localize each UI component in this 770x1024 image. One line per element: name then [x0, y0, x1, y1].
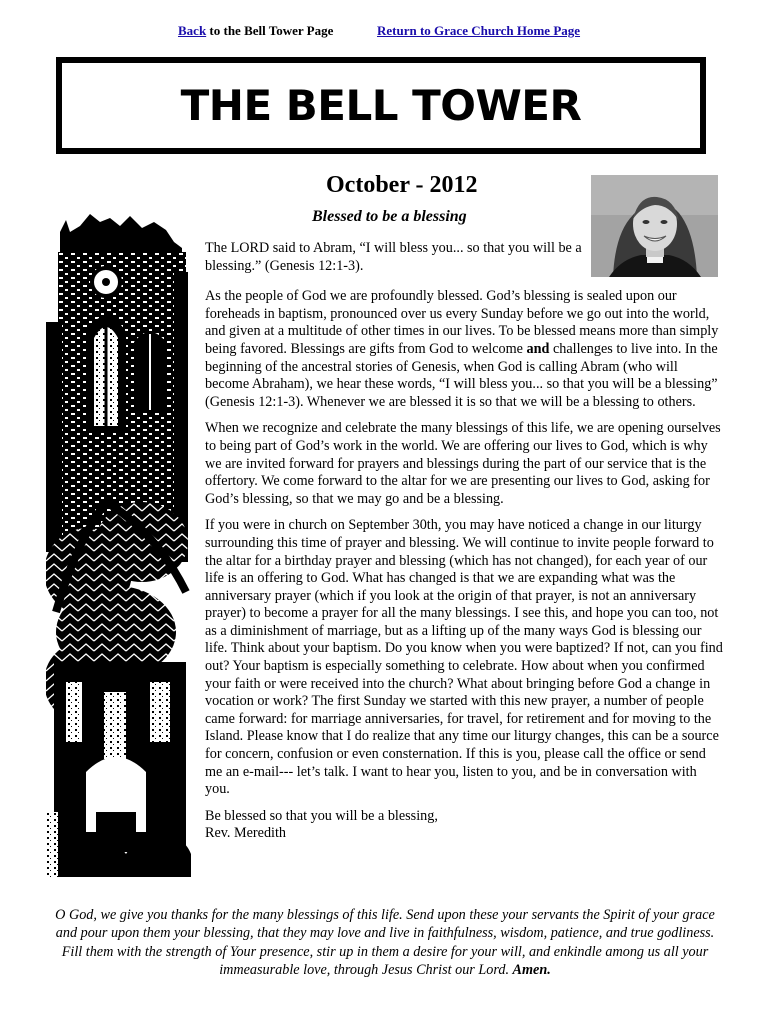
- closing-prayer: [50, 906, 720, 980]
- prayer-text: O God, we give you thanks for the many blessings of this life. Send upon these your servants the Spirit of your grace and pour upon them your blessing, that they may love and live in faithfulness, wisdom, patience, and true godliness. Fill them with the strength of Your presence, stir up in them a desire for your will, and enkindle among us all your immeasurable love, through Jesus Christ our Lord.: [55, 907, 715, 979]
- back-link-suffix: to the Bell Tower Page: [206, 23, 334, 38]
- bell-tower-illustration: [46, 212, 191, 877]
- bold-word: and: [526, 340, 550, 357]
- opening-quote: The LORD said to Abram, “I will bless you... so that you will be a blessing.” (Genesis 12:1-3).: [205, 240, 582, 274]
- bell-tower-image: [46, 212, 191, 877]
- article-subtitle: Blessed to be a blessing: [312, 208, 467, 225]
- back-link[interactable]: Back: [178, 23, 207, 38]
- article-body: [205, 240, 725, 843]
- closing-blessing: Be blessed so that you will be a blessing,: [205, 807, 438, 824]
- paragraph-text: challenges to live into. In the beginning of the ancestral stories of Genesis, when God is calling Abram (who will become Abraham), we hear these words, “I will bless you... so that you will be a blessing” (Genesis 12:1-3). Whenever we are blessed it is so that we will be a blessing to others.: [205, 340, 718, 410]
- signature: Rev. Meredith: [205, 825, 287, 842]
- masthead-title: THE BELL TOWER: [180, 81, 582, 130]
- article-paragraph-2: When we recognize and celebrate the many blessings of this life, we are opening ourselves to being part of God’s work in the world. We are offering our lives to God, which is why we are invited forward for prayers and blessings during the part of our service that is the offertory. We come forward to the altar for we are presenting our lives to God, asking for God’s blessing, so that we may go and be a blessing.: [205, 420, 721, 507]
- article-paragraph-1: [205, 288, 725, 411]
- home-page-link[interactable]: Return to Grace Church Home Page: [377, 23, 581, 38]
- issue-month: October - 2012: [326, 172, 478, 198]
- prayer-amen: Amen.: [512, 962, 551, 979]
- paragraph-text: As the people of God we are profoundly blessed. God’s blessing is sealed upon our foreheads in baptism, pronounced over us every Sunday before we go out into the world, and given at a multitude of other times in our lives. To be blessed means more than simply being favored. Blessings are gifts from God to welcome: [205, 288, 719, 357]
- article-paragraph-3: If you were in church on September 30th, you may have noticed a change in our liturgy surrounding this time of prayer and blessing. We will continue to invite people forward to the altar for a birthday prayer and blessing (which has not changed), for each year of our life is an offering to God. What has changed is that we are expanding what was the anniversary prayer (which if you look at the origin of that prayer, is not an anniversary prayer) to become a prayer for all the many blessings. I see this, and hope you can too, not as a diminishment of marriage, but as a lifting up of the many ways God is blessing our life. Think about your baptism. Do you know when you were baptized? If not, can you find out? Your baptism is especially something to celebrate. How about when you confirmed your faith or were received into the church? What about bringing before God a change in vocation or work? The first Sunday we started with this new prayer, a number of people came forward: for marriage anniversaries, for travel, for retirement and for moving to the Island. Please know that I do realize that any time our liturgy changes, this can be a source for concern, confusion or even consternation. If this is you, please call the office or send me an e-mail--- let’s talk. I want to hear you, listen to you, and be in conversation with you.: [205, 517, 723, 798]
- masthead-box: [56, 57, 706, 154]
- back-nav: [178, 23, 333, 39]
